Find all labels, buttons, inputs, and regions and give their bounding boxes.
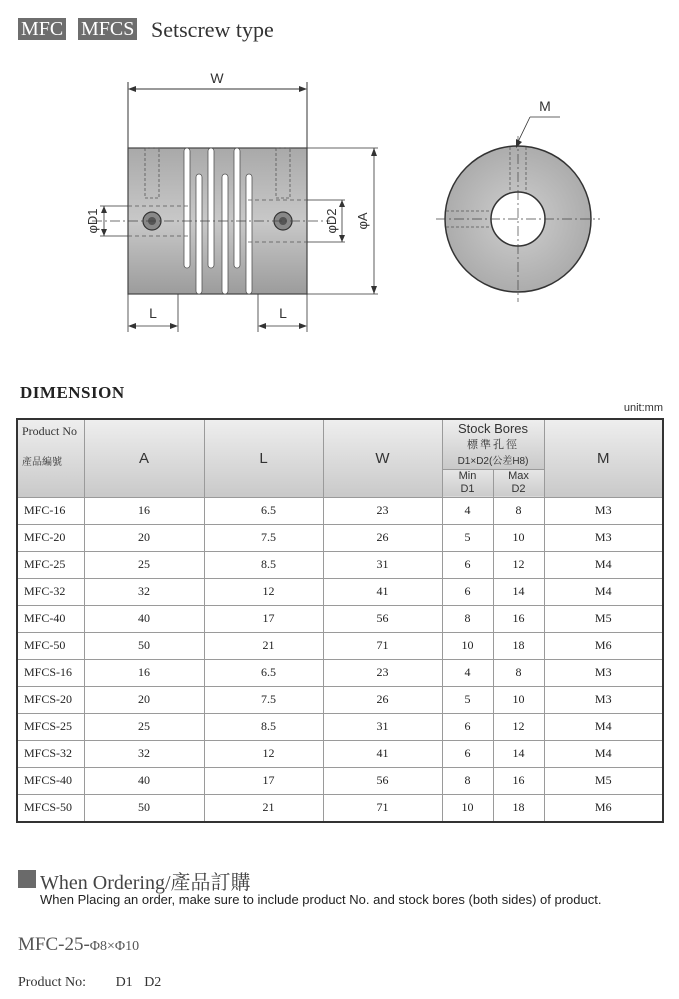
cell-l: 8.5 xyxy=(204,551,323,578)
l-arrow xyxy=(299,323,307,329)
cell-product-no: MFCS-20 xyxy=(17,686,84,713)
header-a: A xyxy=(84,419,204,497)
label-l-left: L xyxy=(149,305,157,321)
coupling-drawing xyxy=(0,60,679,360)
slit xyxy=(222,174,228,294)
ordering-example-bores: Φ8×Φ10 xyxy=(89,939,140,954)
cell-d1: 4 xyxy=(442,497,493,524)
cell-m: M3 xyxy=(544,686,663,713)
header-min-d1 xyxy=(442,469,493,497)
cell-product-no: MFCS-25 xyxy=(17,713,84,740)
cell-d1: 6 xyxy=(442,740,493,767)
cell-a: 25 xyxy=(84,713,204,740)
cell-a: 16 xyxy=(84,497,204,524)
header-stock-bores-en: Stock Bores xyxy=(457,421,529,437)
cell-d1: 10 xyxy=(442,632,493,659)
d2-arrow xyxy=(339,235,345,242)
slit xyxy=(184,148,190,268)
cell-d1: 6 xyxy=(442,578,493,605)
label-l-right: L xyxy=(279,305,287,321)
l-arrow xyxy=(258,323,266,329)
cell-d1: 6 xyxy=(442,551,493,578)
page-title: Setscrew type xyxy=(151,17,274,42)
header-d1: D1 xyxy=(460,483,475,495)
cell-a: 40 xyxy=(84,605,204,632)
cell-l: 7.5 xyxy=(204,686,323,713)
cell-d2: 16 xyxy=(493,767,544,794)
header-min: Min xyxy=(458,470,477,482)
cell-product-no: MFC-40 xyxy=(17,605,84,632)
header-stock-bores-zh: 標準孔徑 xyxy=(467,439,519,452)
cell-d2: 10 xyxy=(493,686,544,713)
header-product-no xyxy=(17,419,84,497)
table-row xyxy=(17,605,663,632)
ordering-note: When Placing an order, make sure to include product No. and stock bores (both sides) of product. xyxy=(40,892,602,907)
cell-d2: 10 xyxy=(493,524,544,551)
ordering-label-d1: D1 xyxy=(115,975,133,990)
cell-d2: 8 xyxy=(493,659,544,686)
header-m: M xyxy=(544,419,663,497)
ordering-labels xyxy=(18,975,169,991)
cell-product-no: MFCS-16 xyxy=(17,659,84,686)
cell-l: 6.5 xyxy=(204,497,323,524)
cell-d2: 14 xyxy=(493,578,544,605)
table-row xyxy=(17,551,663,578)
header-product-no-en: Product No xyxy=(22,424,77,438)
cell-a: 50 xyxy=(84,794,204,822)
dimension-table-body xyxy=(17,497,663,822)
cell-d1: 5 xyxy=(442,524,493,551)
header-d2: D2 xyxy=(511,483,526,495)
cell-d1: 8 xyxy=(442,605,493,632)
cell-d2: 12 xyxy=(493,713,544,740)
cell-a: 20 xyxy=(84,686,204,713)
cell-l: 21 xyxy=(204,632,323,659)
cell-m: M4 xyxy=(544,578,663,605)
cell-d2: 16 xyxy=(493,605,544,632)
table-row xyxy=(17,632,663,659)
ordering-label-d2: D2 xyxy=(144,975,162,990)
cell-m: M3 xyxy=(544,497,663,524)
cell-m: M5 xyxy=(544,767,663,794)
cell-w: 41 xyxy=(323,740,442,767)
cell-w: 71 xyxy=(323,632,442,659)
header-stock-bores-size: D1×D2(公差H8) xyxy=(457,456,529,468)
ordering-label-product: Product No: xyxy=(18,975,87,990)
table-row xyxy=(17,767,663,794)
cell-m: M6 xyxy=(544,794,663,822)
slit xyxy=(234,148,240,268)
cell-product-no: MFCS-40 xyxy=(17,767,84,794)
table-row xyxy=(17,686,663,713)
cell-d2: 14 xyxy=(493,740,544,767)
cell-product-no: MFC-20 xyxy=(17,524,84,551)
label-a: φA xyxy=(355,212,370,230)
series-badge-mfcs: MFCS xyxy=(78,18,137,40)
cell-l: 12 xyxy=(204,740,323,767)
cell-d2: 12 xyxy=(493,551,544,578)
a-arrow xyxy=(371,148,377,156)
table-row xyxy=(17,740,663,767)
header-max: Max xyxy=(508,470,529,482)
slit xyxy=(208,148,214,268)
cell-m: M3 xyxy=(544,524,663,551)
cell-w: 26 xyxy=(323,524,442,551)
header-w: W xyxy=(323,419,442,497)
cell-a: 50 xyxy=(84,632,204,659)
cell-d2: 18 xyxy=(493,794,544,822)
header-max-d2 xyxy=(493,469,544,497)
ordering-example xyxy=(18,934,139,956)
d1-arrow xyxy=(101,206,107,213)
slit xyxy=(196,174,202,294)
table-row xyxy=(17,794,663,822)
cell-product-no: MFC-32 xyxy=(17,578,84,605)
cell-a: 40 xyxy=(84,767,204,794)
cell-m: M4 xyxy=(544,551,663,578)
cell-product-no: MFC-16 xyxy=(17,497,84,524)
table-row xyxy=(17,497,663,524)
cell-w: 31 xyxy=(323,713,442,740)
cell-w: 23 xyxy=(323,497,442,524)
d2-arrow xyxy=(339,200,345,207)
label-w: W xyxy=(210,70,224,86)
cell-w: 31 xyxy=(323,551,442,578)
header-l: L xyxy=(204,419,323,497)
cell-a: 25 xyxy=(84,551,204,578)
table-row xyxy=(17,713,663,740)
l-arrow xyxy=(128,323,136,329)
dimension-heading: DIMENSION xyxy=(20,383,125,402)
cell-product-no: MFCS-50 xyxy=(17,794,84,822)
cell-m: M3 xyxy=(544,659,663,686)
table-row xyxy=(17,524,663,551)
cell-l: 6.5 xyxy=(204,659,323,686)
unit-label: unit:mm xyxy=(623,402,663,414)
a-arrow xyxy=(371,286,377,294)
cell-w: 41 xyxy=(323,578,442,605)
label-d1: φD1 xyxy=(85,208,100,234)
dimension-table xyxy=(16,418,664,823)
table-row xyxy=(17,659,663,686)
cell-d1: 4 xyxy=(442,659,493,686)
cell-product-no: MFCS-32 xyxy=(17,740,84,767)
cell-w: 56 xyxy=(323,767,442,794)
header-stock-bores xyxy=(442,419,544,469)
label-m: M xyxy=(539,98,551,114)
cell-m: M6 xyxy=(544,632,663,659)
cell-l: 21 xyxy=(204,794,323,822)
cell-l: 8.5 xyxy=(204,713,323,740)
cell-l: 7.5 xyxy=(204,524,323,551)
cell-m: M4 xyxy=(544,740,663,767)
ordering-heading: When Ordering/產品訂購 xyxy=(40,872,251,894)
cell-product-no: MFC-25 xyxy=(17,551,84,578)
cell-l: 12 xyxy=(204,578,323,605)
cell-w: 23 xyxy=(323,659,442,686)
label-d2: φD2 xyxy=(324,208,339,234)
cell-product-no: MFC-50 xyxy=(17,632,84,659)
slit xyxy=(246,174,252,294)
table-row xyxy=(17,578,663,605)
cell-a: 32 xyxy=(84,740,204,767)
cell-l: 17 xyxy=(204,767,323,794)
cell-l: 17 xyxy=(204,605,323,632)
cell-w: 71 xyxy=(323,794,442,822)
cell-d1: 10 xyxy=(442,794,493,822)
cell-d1: 5 xyxy=(442,686,493,713)
cell-a: 16 xyxy=(84,659,204,686)
series-badge-mfc: MFC xyxy=(18,18,66,40)
cell-a: 32 xyxy=(84,578,204,605)
l-arrow xyxy=(170,323,178,329)
coupling-drawing-svg xyxy=(0,60,679,360)
cell-a: 20 xyxy=(84,524,204,551)
ordering-example-model: MFC-25- xyxy=(18,934,90,955)
cell-w: 56 xyxy=(323,605,442,632)
d1-arrow xyxy=(101,229,107,236)
cell-d2: 8 xyxy=(493,497,544,524)
cell-m: M5 xyxy=(544,605,663,632)
cell-d2: 18 xyxy=(493,632,544,659)
cell-d1: 6 xyxy=(442,713,493,740)
header-product-no-zh: 產品編號 xyxy=(22,457,62,468)
w-arrow-left xyxy=(128,86,136,92)
ordering-square-marker xyxy=(18,870,36,888)
cell-d1: 8 xyxy=(442,767,493,794)
w-arrow-right xyxy=(299,86,307,92)
cell-m: M4 xyxy=(544,713,663,740)
cell-w: 26 xyxy=(323,686,442,713)
